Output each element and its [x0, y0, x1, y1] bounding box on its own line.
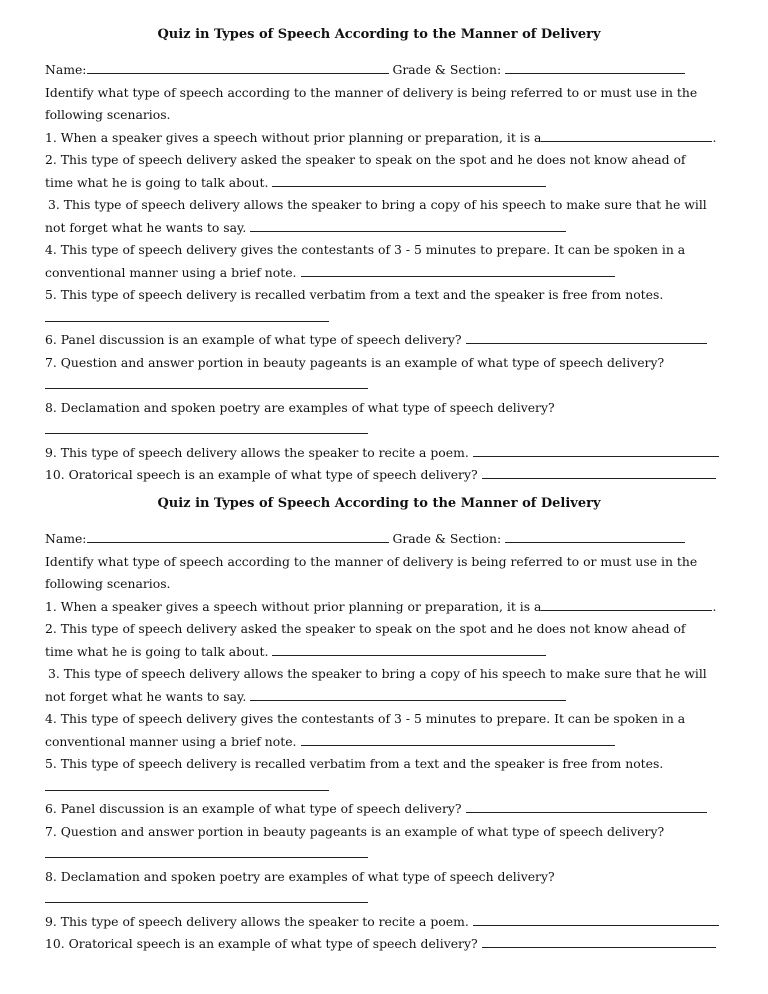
instructions-line-2: following scenarios. — [45, 107, 171, 122]
grade-label: Grade & Section: — [392, 62, 502, 77]
question-2-line-2 — [45, 641, 725, 664]
question-9 — [45, 442, 725, 465]
question-6 — [45, 329, 725, 352]
question-3-text: not forget what he wants to say. — [45, 688, 247, 704]
name-blank[interactable] — [87, 528, 389, 543]
question-1 — [45, 596, 725, 619]
question-2-line-2 — [45, 172, 725, 195]
question-4-text: conventional manner using a brief note. — [45, 733, 297, 749]
answer-blank-7[interactable] — [45, 374, 368, 389]
answer-blank-1[interactable] — [541, 596, 712, 611]
instructions-line-1: Identify what type of speech according to the manner of delivery is being referred to or must use in the — [45, 84, 698, 100]
question-6 — [45, 798, 725, 821]
question-7: 7. Question and answer portion in beauty pageants is an example of what type of speech delivery? — [45, 823, 665, 839]
name-label: Name: — [45, 62, 87, 77]
question-4-line-2 — [45, 731, 725, 754]
quiz-title: Quiz in Types of Speech According to the Manner of Delivery — [157, 27, 601, 42]
answer-blank-1[interactable] — [541, 127, 712, 142]
answer-blank-3[interactable] — [250, 686, 566, 701]
question-8: 8. Declamation and spoken poetry are examples of what type of speech delivery? — [45, 399, 555, 415]
question-9-text: 9. This type of speech delivery allows the speaker to recite a poem. — [45, 913, 469, 929]
answer-blank-10[interactable] — [482, 464, 716, 479]
question-5-answer-row — [45, 307, 725, 330]
question-1-text: 1. When a speaker gives a speech without prior planning or preparation, it is a — [45, 598, 542, 614]
quiz-title: Quiz in Types of Speech According to the Manner of Delivery — [157, 496, 601, 511]
grade-blank[interactable] — [505, 59, 685, 74]
answer-blank-5[interactable] — [45, 776, 329, 791]
question-3-line-1: 3. This type of speech delivery allows the speaker to bring a copy of his speech to make sure that he will — [48, 666, 707, 681]
answer-blank-2[interactable] — [272, 641, 546, 656]
answer-blank-9[interactable] — [473, 911, 719, 926]
answer-blank-4[interactable] — [301, 731, 615, 746]
question-3-text: not forget what he wants to say. — [45, 219, 247, 235]
name-grade-row — [45, 59, 725, 82]
name-blank[interactable] — [87, 59, 389, 74]
instructions-line-2: following scenarios. — [45, 576, 171, 591]
question-4-line-1: 4. This type of speech delivery gives the contestants of 3 - 5 minutes to prepare. It can be spoken in a — [45, 711, 686, 726]
quiz-section-2 — [45, 494, 725, 956]
question-5: 5. This type of speech delivery is recalled verbatim from a text and the speaker is free from notes. — [45, 287, 664, 302]
question-3-line-1: 3. This type of speech delivery allows the speaker to bring a copy of his speech to make sure that he will — [48, 197, 707, 212]
question-1-text: 1. When a speaker gives a speech without prior planning or preparation, it is a — [45, 129, 542, 145]
question-8-answer-row — [45, 419, 725, 442]
answer-blank-6[interactable] — [466, 798, 707, 813]
grade-blank[interactable] — [505, 528, 685, 543]
question-7-answer-row — [45, 374, 725, 397]
question-2-text: time what he is going to talk about. — [45, 174, 269, 190]
question-4-line-1: 4. This type of speech delivery gives the contestants of 3 - 5 minutes to prepare. It can be spoken in a — [45, 242, 686, 257]
question-2-text: time what he is going to talk about. — [45, 643, 269, 659]
question-4-text: conventional manner using a brief note. — [45, 264, 297, 280]
answer-blank-4[interactable] — [301, 262, 615, 277]
grade-label: Grade & Section: — [392, 531, 502, 546]
question-8-answer-row — [45, 888, 725, 911]
question-10 — [45, 933, 725, 956]
answer-blank-7[interactable] — [45, 843, 368, 858]
question-9 — [45, 911, 725, 934]
question-10 — [45, 464, 725, 487]
question-5: 5. This type of speech delivery is recalled verbatim from a text and the speaker is free from notes. — [45, 756, 664, 771]
question-1-period: . — [712, 598, 717, 614]
question-9-text: 9. This type of speech delivery allows the speaker to recite a poem. — [45, 444, 469, 460]
question-7-answer-row — [45, 843, 725, 866]
question-6-text: 6. Panel discussion is an example of what type of speech delivery? — [45, 801, 462, 816]
answer-blank-9[interactable] — [473, 442, 719, 457]
name-grade-row — [45, 528, 725, 551]
name-label: Name: — [45, 531, 87, 546]
question-2-line-1: 2. This type of speech delivery asked the speaker to speak on the spot and he does not know ahead of — [45, 152, 686, 167]
question-6-text: 6. Panel discussion is an example of what type of speech delivery? — [45, 332, 462, 347]
question-5-answer-row — [45, 776, 725, 799]
instructions-line-1: Identify what type of speech according to the manner of delivery is being referred to or must use in the — [45, 553, 698, 569]
question-1 — [45, 127, 725, 150]
question-3-line-2 — [45, 686, 725, 709]
question-10-text: 10. Oratorical speech is an example of what type of speech delivery? — [45, 936, 478, 951]
question-3-line-2 — [45, 217, 725, 240]
answer-blank-8[interactable] — [45, 419, 368, 434]
question-2-line-1: 2. This type of speech delivery asked the speaker to speak on the spot and he does not know ahead of — [45, 621, 686, 636]
answer-blank-6[interactable] — [466, 329, 707, 344]
answer-blank-10[interactable] — [482, 933, 716, 948]
answer-blank-2[interactable] — [272, 172, 546, 187]
quiz-section-1 — [45, 25, 725, 487]
answer-blank-3[interactable] — [250, 217, 566, 232]
question-8: 8. Declamation and spoken poetry are examples of what type of speech delivery? — [45, 868, 555, 884]
answer-blank-8[interactable] — [45, 888, 368, 903]
question-1-period: . — [712, 129, 717, 145]
question-4-line-2 — [45, 262, 725, 285]
question-10-text: 10. Oratorical speech is an example of what type of speech delivery? — [45, 467, 478, 482]
answer-blank-5[interactable] — [45, 307, 329, 322]
question-7: 7. Question and answer portion in beauty pageants is an example of what type of speech delivery? — [45, 354, 665, 370]
